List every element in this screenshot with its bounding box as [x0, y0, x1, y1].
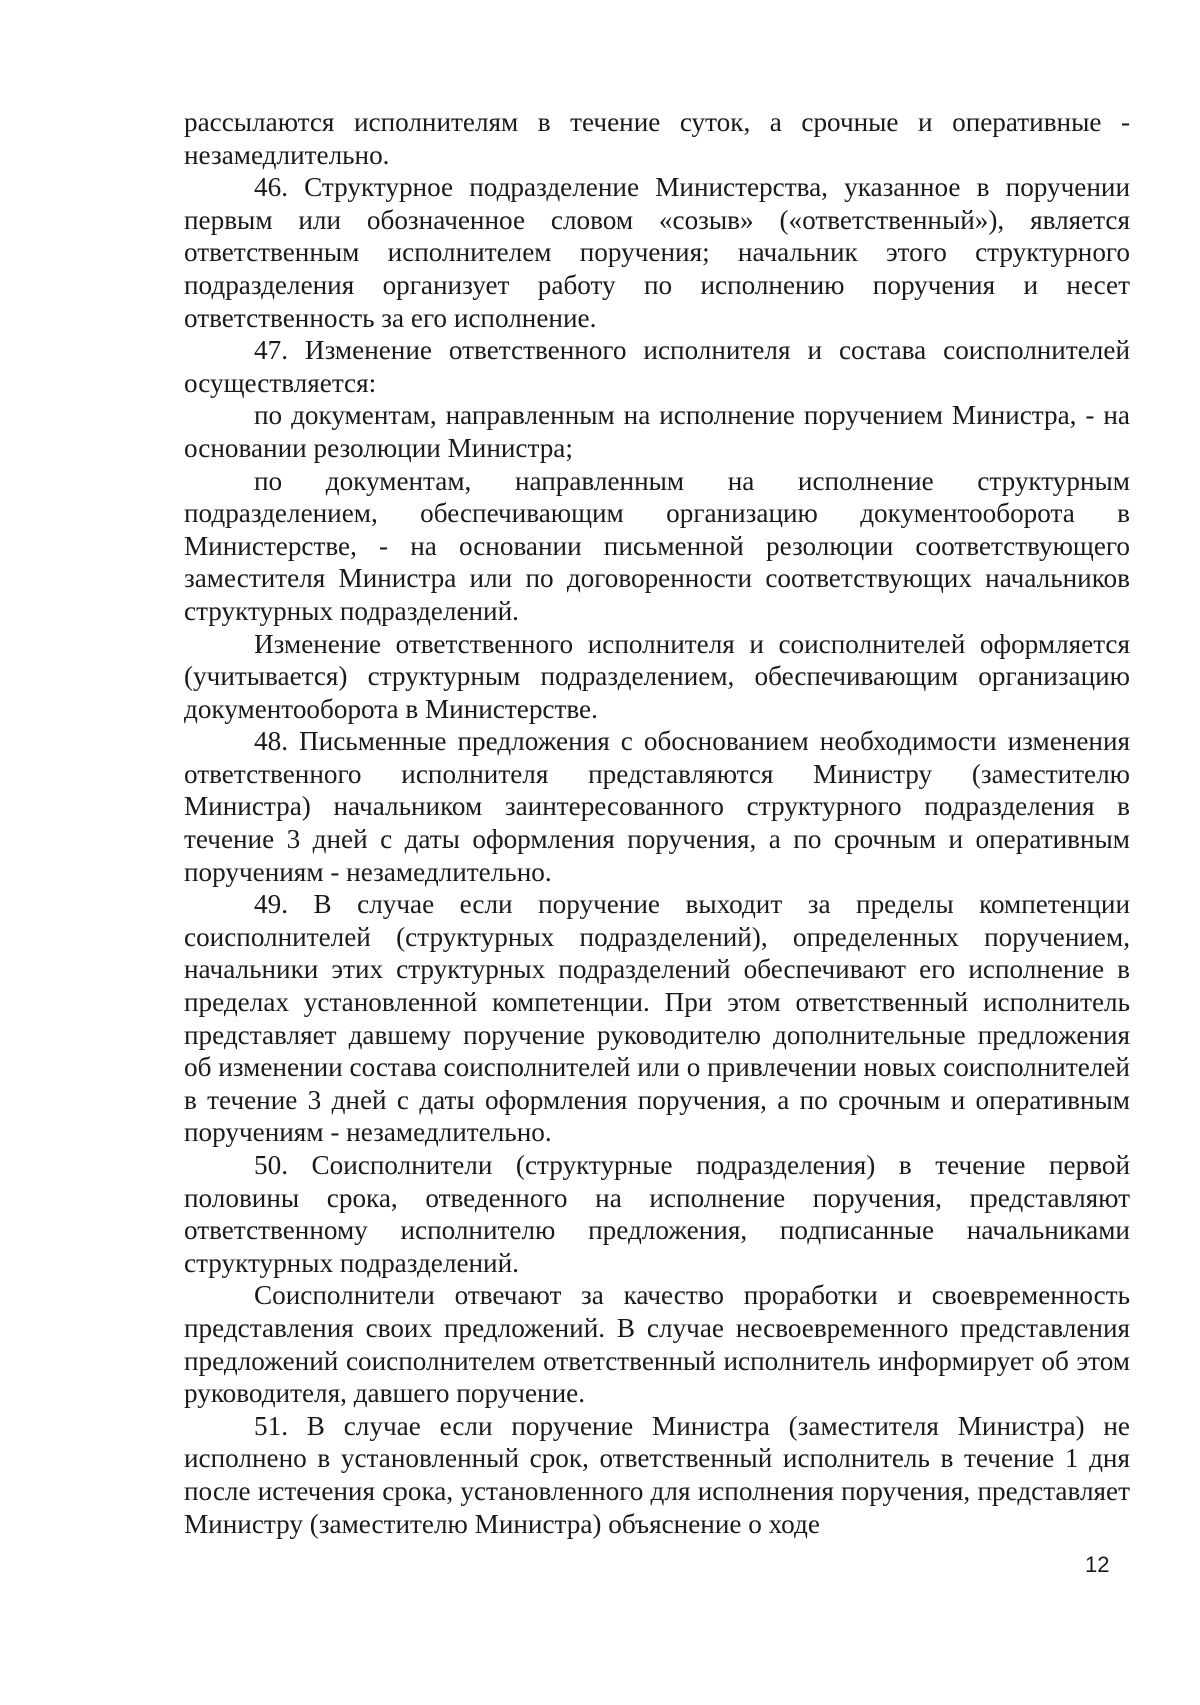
paragraph-48: 48. Письменные предложения с обоснованием необходимости изменения ответственного исполнителя представляются Министру (заместителю Министра) начальником заинтересованного структурного подразделения в течение 3 дней с даты оформления поручения, а по срочным и оперативным поручениям - незамедлительно.: [184, 726, 1130, 887]
paragraph-47-item-2: по документам, направленным на исполнение структурным подразделением, обеспечивающим организацию документооборота в Министерстве, - на основании письменной резолюции соответствующего заместителя Министра или по договоренности соответствующих начальников структурных подразделений.: [184, 465, 1130, 626]
paragraph-47-note: Изменение ответственного исполнителя и соисполнителей оформляется (учитывается) структурным подразделением, обеспечивающим организацию документооборота в Министерстве.: [184, 628, 1130, 724]
paragraph-51: 51. В случае если поручение Министра (заместителя Министра) не исполнено в установленный срок, ответственный исполнитель в течение 1 дня после истечения срока, установленного для исполнения поручения, представляет Министру (заместителю Министра) объяснение о ходе: [184, 1410, 1130, 1539]
document-body: [184, 106, 1130, 1540]
paragraph-50: 50. Соисполнители (структурные подразделения) в течение первой половины срока, отведенного на исполнение поручения, представляют ответственному исполнителю предложения, подписанные начальниками структурных подразделений.: [184, 1150, 1130, 1278]
paragraph-46: 46. Структурное подразделение Министерства, указанное в поручении первым или обозначенное словом «созыв» («ответственный»), является ответственным исполнителем поручения; начальник этого структурного подразделения организует работу по исполнению поручения и несет ответственность за его исполнение.: [184, 172, 1130, 333]
paragraph-50-note: Соисполнители отвечают за качество проработки и своевременность представления своих предложений. В случае несвоевременного представления предложений соисполнителем ответственный исполнитель информирует об этом руководителя, давшего поручение.: [184, 1280, 1130, 1409]
paragraph-47: 47. Изменение ответственного исполнителя и состава соисполнителей осуществляется:: [184, 335, 1130, 398]
paragraph-continuation: рассылаются исполнителям в течение суток, а срочные и оперативные - незамедлительно.: [184, 107, 1130, 170]
paragraph-47-item-1: по документам, направленным на исполнение поручением Министра, - на основании резолюции Министра;: [184, 400, 1130, 463]
paragraph-49: 49. В случае если поручение выходит за пределы компетенции соисполнителей (структурных подразделений), определенных поручением, начальники этих структурных подразделений обеспечивают его исполнение в пределах установленной компетенции. При этом ответственный исполнитель представляет давшему поручение руководителю дополнительные предложения об изменении состава соисполнителей или о привлечении новых соисполнителей в течение 3 дней с даты оформления поручения, а по срочным и оперативным поручениям - незамедлительно.: [184, 889, 1130, 1148]
page-number: 12: [1085, 1552, 1110, 1577]
